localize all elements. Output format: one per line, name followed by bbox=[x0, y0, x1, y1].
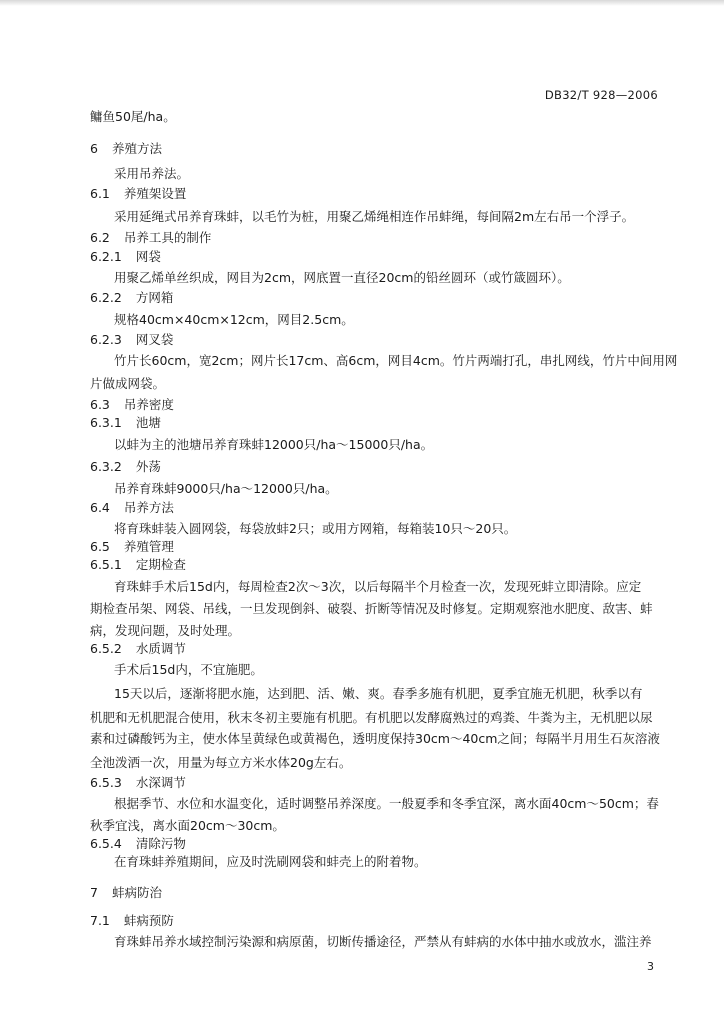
page-number: 3 bbox=[647, 960, 654, 973]
line-text: 机肥和无机肥混合使用，秋末冬初主要施有机肥。有机肥以发酵腐熟过的鸡粪、牛粪为主，无机肥以尿 bbox=[90, 710, 653, 725]
line-text: 15天以后，逐渐将肥水施，达到肥、活、嫩、爽。春季多施有机肥，夏季宜施无机肥，秋季以有 bbox=[114, 686, 643, 701]
line-text: 全池泼洒一次，用量为每立方米水体20g左右。 bbox=[90, 755, 352, 770]
line-text: 以蚌为主的池塘吊养育珠蚌12000只/ha～15000只/ha。 bbox=[114, 437, 434, 452]
line-text: 吊养育珠蚌9000只/ha～12000只/ha。 bbox=[114, 481, 338, 496]
paragraph-line bbox=[90, 623, 240, 639]
section-title: 定期检查 bbox=[135, 557, 186, 572]
line-text: 采用延绳式吊养育珠蚌，以毛竹为桩，用聚乙烯绳相连作吊蚌绳，每间隔2m左右吊一个浮子。 bbox=[114, 209, 635, 224]
line-text: 期检查吊架、网袋、吊线，一旦发现倒斜、破裂、折断等情况及时修复。定期观察池水肥度、敌害、蚌 bbox=[90, 601, 653, 616]
paragraph-line bbox=[90, 109, 176, 125]
section-heading bbox=[90, 913, 174, 929]
section-title: 养殖架设置 bbox=[123, 186, 187, 201]
paragraph-line bbox=[114, 481, 338, 497]
paragraph-line bbox=[114, 854, 427, 870]
paragraph-line bbox=[114, 437, 433, 453]
line-text: 育珠蚌吊养水域控制污染源和病原菌，切断传播途径，严禁从有蚌病的水体中抽水或放水，滥注养 bbox=[114, 934, 652, 949]
line-text: 用聚乙烯单丝织成，网目为2cm，网底置一直径20cm的铅丝圆环（或竹箴圆环）。 bbox=[114, 270, 570, 285]
section-heading bbox=[90, 459, 161, 475]
paragraph-line bbox=[114, 662, 263, 678]
section-number: 6.2.2 bbox=[90, 290, 122, 305]
section-title: 吊养工具的制作 bbox=[123, 230, 212, 245]
paragraph-line bbox=[114, 353, 677, 369]
section-title: 蚌病防治 bbox=[111, 885, 162, 900]
section-heading bbox=[90, 249, 161, 265]
section-heading bbox=[90, 290, 173, 306]
scan-top-edge bbox=[0, 0, 724, 6]
section-title: 网袋 bbox=[135, 249, 161, 264]
line-text: 在育珠蚌养殖期间，应及时洗刷网袋和蚌壳上的附着物。 bbox=[114, 854, 427, 869]
section-title: 方网箱 bbox=[135, 290, 174, 305]
paragraph-line bbox=[114, 209, 634, 225]
section-title: 外荡 bbox=[135, 459, 161, 474]
paragraph-line bbox=[90, 818, 285, 834]
paragraph-line bbox=[90, 710, 653, 726]
line-text: 病，发现问题，及时处理。 bbox=[90, 623, 241, 638]
paragraph-line bbox=[114, 521, 516, 537]
paragraph-line bbox=[114, 312, 354, 328]
section-number: 6 bbox=[90, 141, 98, 156]
line-text: 采用吊养法。 bbox=[114, 166, 190, 181]
section-number: 7 bbox=[90, 885, 98, 900]
section-heading bbox=[90, 557, 186, 573]
line-text: 秋季宜浅，离水面20cm～30cm。 bbox=[90, 818, 285, 833]
section-heading bbox=[90, 885, 162, 901]
section-number: 6.5.2 bbox=[90, 641, 122, 656]
line-text: 根据季节、水位和水温变化，适时调整吊养深度。一般夏季和冬季宜深，离水面40cm～50cm；春 bbox=[114, 796, 659, 811]
line-text: 竹片长60cm，宽2cm；网片长17cm、高6cm，网目4cm。竹片两端打孔，串扎网线，竹片中间用网 bbox=[114, 353, 678, 368]
paragraph-line bbox=[114, 934, 652, 950]
section-heading bbox=[90, 230, 211, 246]
section-title: 清除污物 bbox=[135, 836, 186, 851]
section-number: 6.2 bbox=[90, 230, 110, 245]
paragraph-line bbox=[114, 579, 641, 595]
section-title: 吊养方法 bbox=[123, 500, 174, 515]
line-text: 育珠蚌手术后15d内，每周检查2次～3次，以后每隔半个月检查一次，发现死蚌立即清除。应定 bbox=[114, 579, 642, 594]
section-heading bbox=[90, 332, 173, 348]
section-number: 6.4 bbox=[90, 500, 110, 515]
section-number: 6.5.3 bbox=[90, 775, 122, 790]
section-heading bbox=[90, 186, 186, 202]
line-text: 规格40cm×40cm×12cm，网目2.5cm。 bbox=[114, 312, 354, 327]
line-text: 将育珠蚌装入圆网袋，每袋放蚌2只；或用方网箱，每箱装10只～20只。 bbox=[114, 521, 517, 536]
standard-code: DB32/T 928—2006 bbox=[544, 88, 658, 102]
line-text: 素和过磷酸钙为主，使水体呈黄绿色或黄褐色，透明度保持30cm～40cm之间；每隔半月用生石灰溶液 bbox=[90, 731, 660, 746]
section-title: 网叉袋 bbox=[135, 332, 174, 347]
section-title: 水质调节 bbox=[135, 641, 186, 656]
section-title: 蚌病预防 bbox=[123, 913, 174, 928]
section-title: 养殖管理 bbox=[123, 539, 174, 554]
section-number: 6.3.1 bbox=[90, 415, 122, 430]
paragraph-line bbox=[114, 686, 642, 702]
paragraph-line bbox=[114, 796, 659, 812]
section-number: 6.2.3 bbox=[90, 332, 122, 347]
section-title: 养殖方法 bbox=[111, 141, 162, 156]
section-number: 7.1 bbox=[90, 913, 110, 928]
paragraph-line bbox=[90, 755, 351, 771]
section-title: 吊养密度 bbox=[123, 397, 174, 412]
section-number: 6.1 bbox=[90, 186, 110, 201]
paragraph-line bbox=[114, 166, 189, 182]
paragraph-line bbox=[114, 270, 570, 286]
section-heading bbox=[90, 500, 174, 516]
section-title: 池塘 bbox=[135, 415, 161, 430]
section-number: 6.3.2 bbox=[90, 459, 122, 474]
section-heading bbox=[90, 641, 186, 657]
paragraph-line bbox=[90, 731, 660, 747]
section-number: 6.5 bbox=[90, 539, 110, 554]
section-heading bbox=[90, 397, 174, 413]
line-text: 手术后15d内，不宜施肥。 bbox=[114, 662, 263, 677]
section-heading bbox=[90, 141, 162, 157]
section-heading bbox=[90, 775, 186, 791]
paragraph-line bbox=[90, 376, 165, 392]
paragraph-line bbox=[90, 601, 653, 617]
section-number: 6.3 bbox=[90, 397, 110, 412]
section-heading bbox=[90, 539, 174, 555]
section-number: 6.5.4 bbox=[90, 836, 122, 851]
section-number: 6.2.1 bbox=[90, 249, 122, 264]
section-title: 水深调节 bbox=[135, 775, 186, 790]
section-heading bbox=[90, 415, 161, 431]
line-text: 鳙鱼50尾/ha。 bbox=[90, 109, 176, 124]
line-text: 片做成网袋。 bbox=[90, 376, 166, 391]
section-heading bbox=[90, 836, 186, 852]
section-number: 6.5.1 bbox=[90, 557, 122, 572]
